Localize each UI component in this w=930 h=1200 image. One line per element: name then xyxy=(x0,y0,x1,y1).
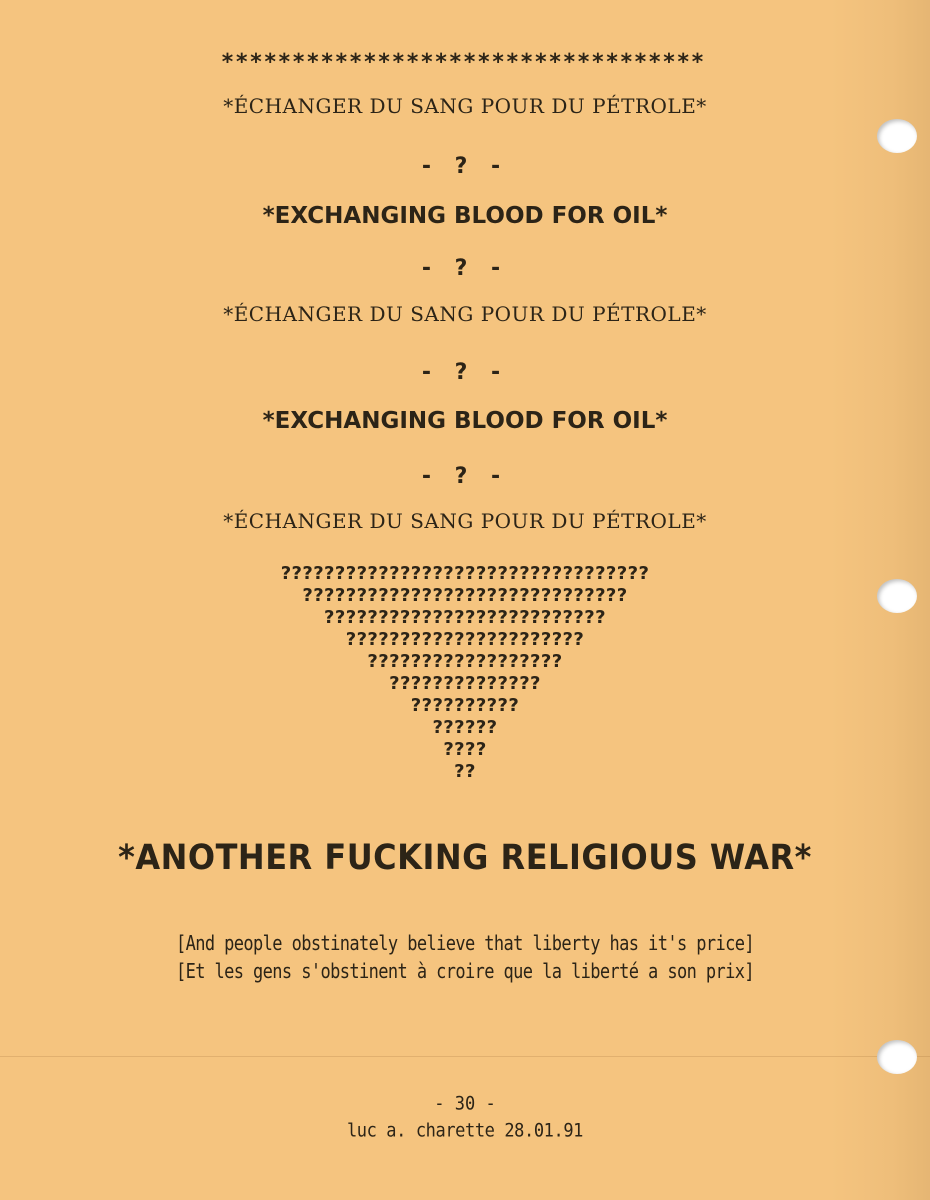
pyramid-row: ?????????????? xyxy=(389,673,541,694)
pyramid-row: ?????????????????????????????????? xyxy=(280,563,650,584)
binder-hole-top xyxy=(877,119,917,153)
pyramid-row: ?????????????????????????????? xyxy=(302,585,628,606)
fold-line xyxy=(0,1056,930,1057)
headline: *ANOTHER FUCKING RELIGIOUS WAR* xyxy=(118,836,812,878)
poem-line-french-3: *ÉCHANGER DU SANG POUR DU PÉTROLE* xyxy=(223,509,707,533)
poem-line-french-1: *ÉCHANGER DU SANG POUR DU PÉTROLE* xyxy=(223,94,707,118)
pyramid-row: ?????????????????????? xyxy=(345,629,585,650)
question-mark-pyramid xyxy=(0,563,930,783)
pyramid-row: ?????????? xyxy=(410,695,520,716)
binder-hole-bottom xyxy=(877,1040,917,1074)
poem-separator-3: - ? - xyxy=(421,360,509,385)
page-number: - 30 - xyxy=(434,1092,496,1116)
note-french: [Et les gens s'obstinent à croire que la liberté a son prix] xyxy=(175,960,755,984)
note-english: [And people obstinately believe that liberty has it's price] xyxy=(175,932,755,956)
pyramid-row: ???? xyxy=(443,739,487,760)
poem-line-english-1: *EXCHANGING BLOOD FOR OIL* xyxy=(262,203,668,229)
poem-separator-4: - ? - xyxy=(421,464,509,489)
poem-separator-2: - ? - xyxy=(421,256,509,281)
pyramid-row: ?? xyxy=(454,761,476,782)
pyramid-row: ?????? xyxy=(432,717,498,738)
asterisk-rule: ********************************** xyxy=(220,50,706,75)
poem-separator-1: - ? - xyxy=(421,154,509,179)
poem-line-french-2: *ÉCHANGER DU SANG POUR DU PÉTROLE* xyxy=(223,302,707,326)
pyramid-row: ?????????????????? xyxy=(367,651,563,672)
author-signature: luc a. charette 28.01.91 xyxy=(346,1119,584,1143)
pyramid-row: ?????????????????????????? xyxy=(324,607,606,628)
poem-line-english-2: *EXCHANGING BLOOD FOR OIL* xyxy=(262,408,668,434)
